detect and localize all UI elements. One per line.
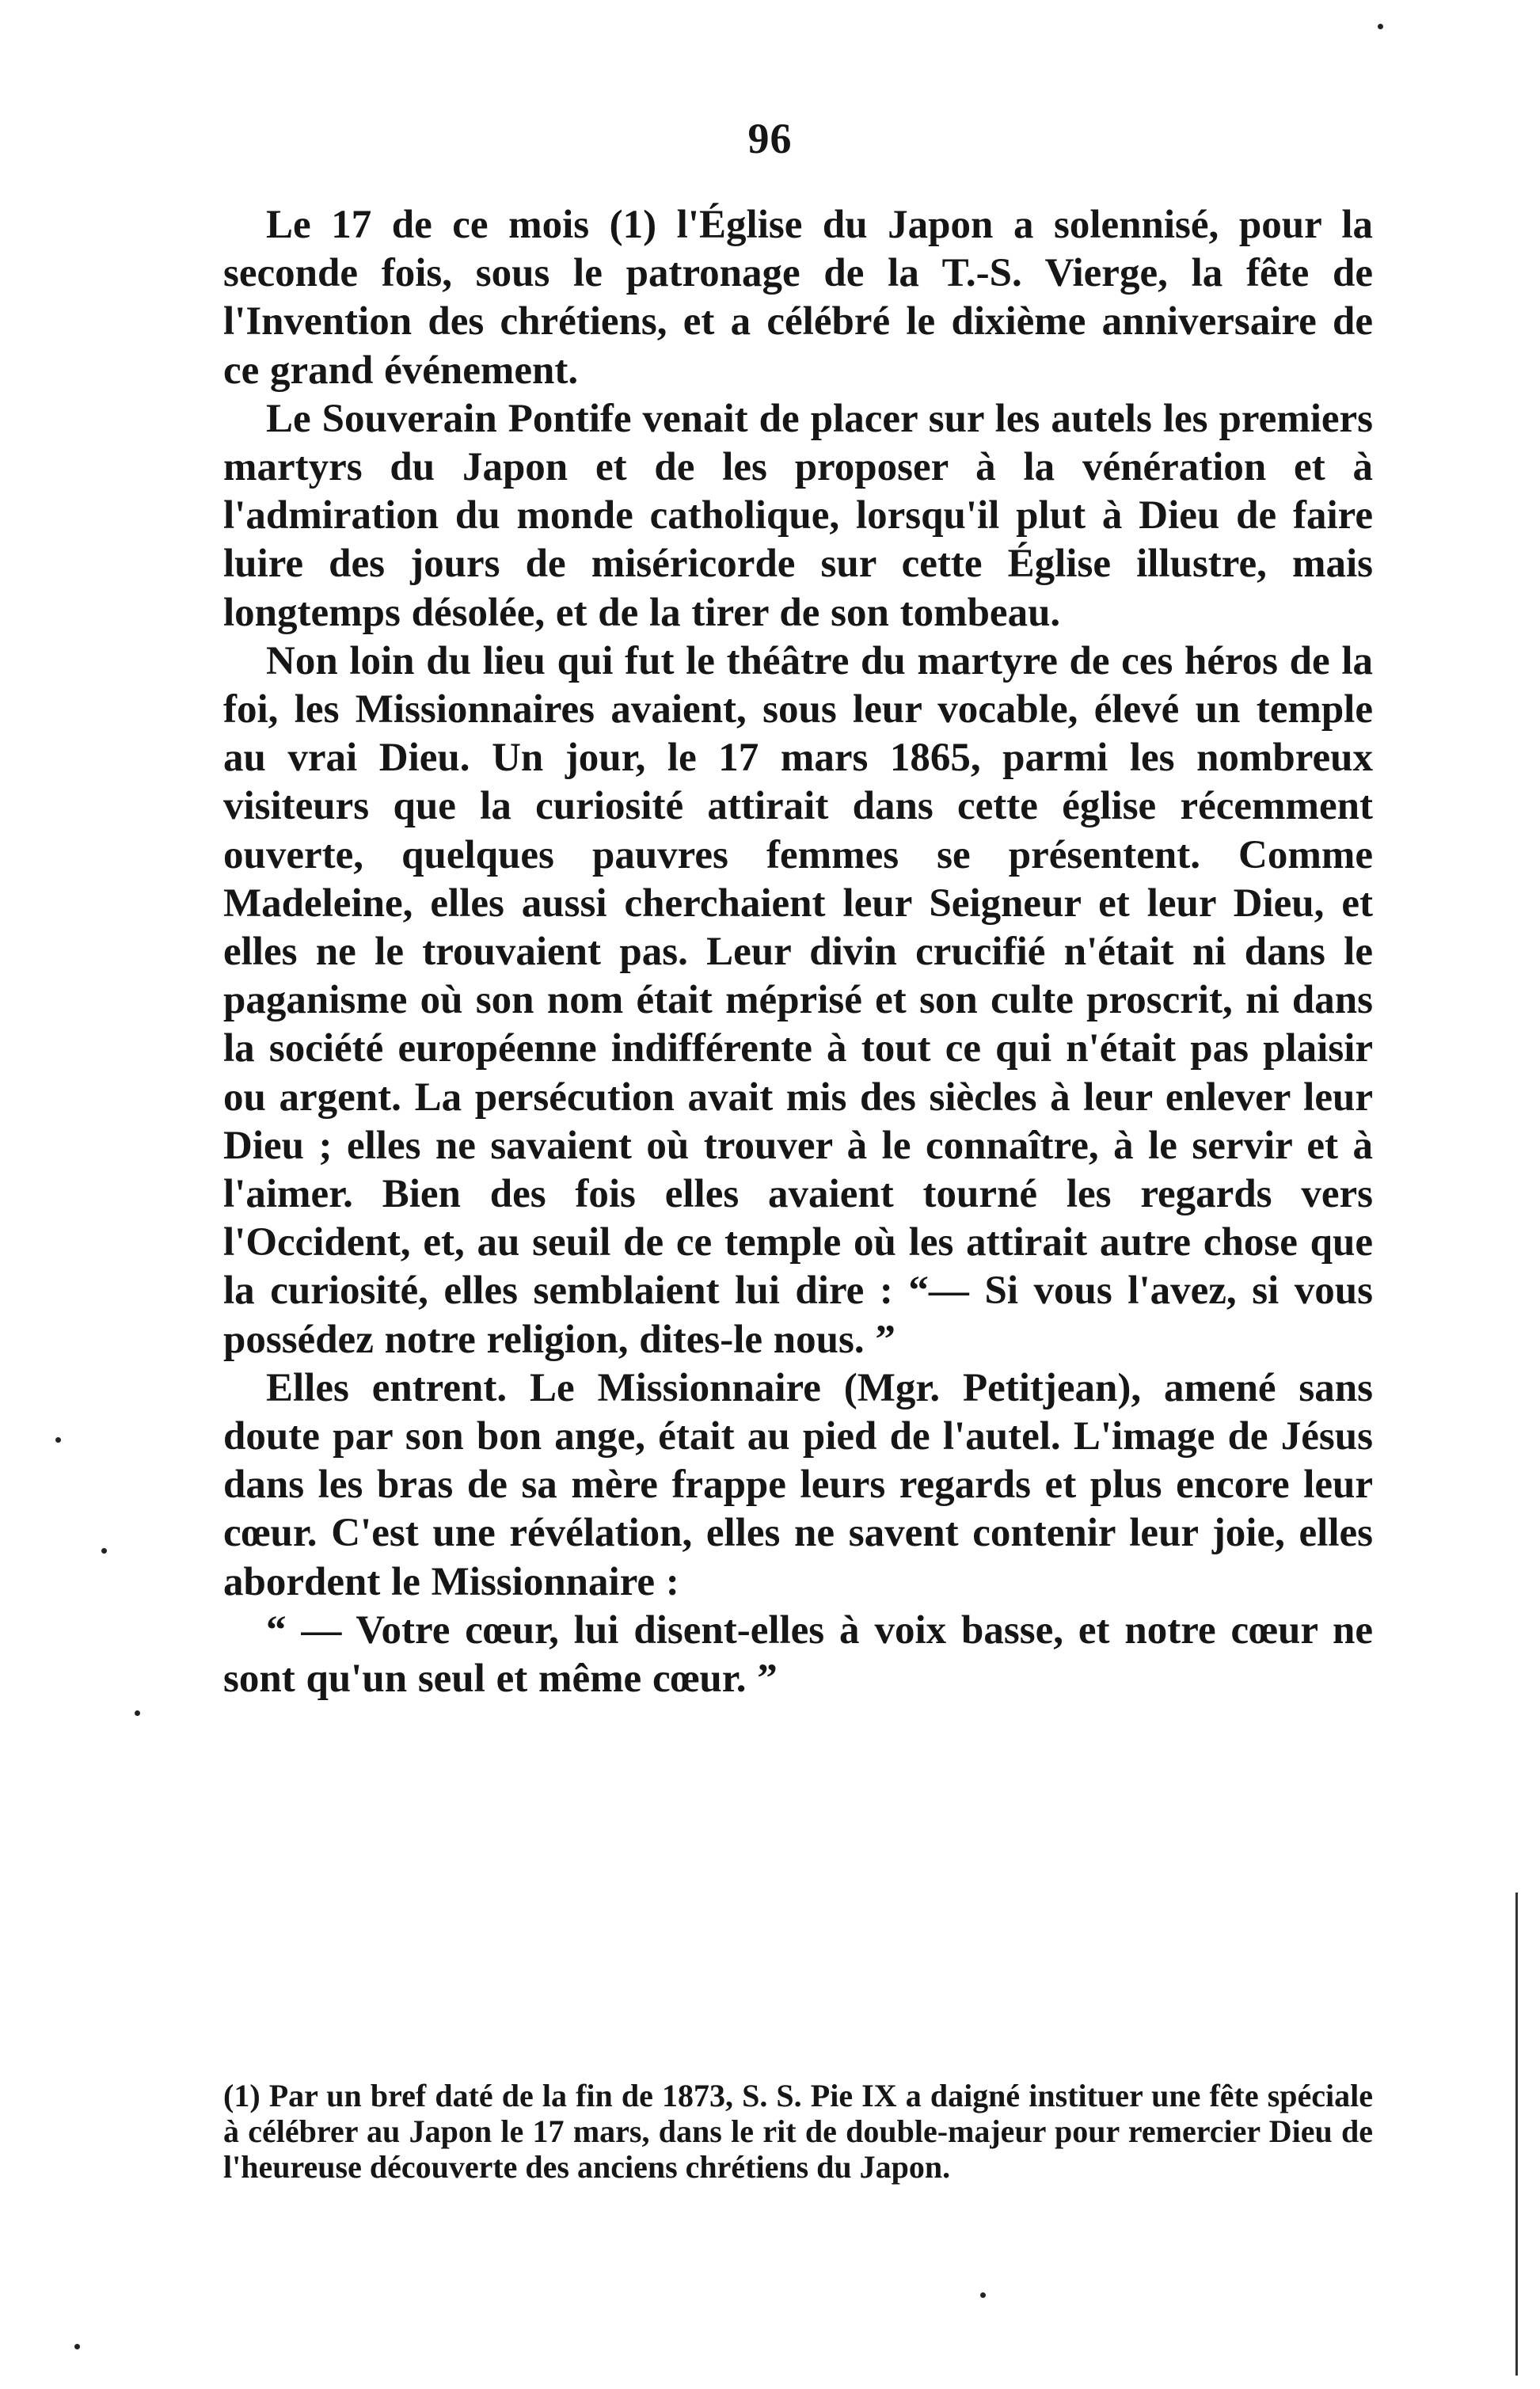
- quotation-paragraph: “ — Votre cœur, lui disent-elles à voix basse, et notre cœur ne sont qu'un seul et même cœur. ”: [223, 1607, 1373, 1702]
- page-number: 96: [747, 115, 793, 162]
- paragraph: Le 17 de ce mois (1) l'Église du Japon a solennisé, pour la seconde fois, sous le patronage de la T.-S. Vierge, la fête de l'Invention des chrétiens, et a célébré le dixième anniversaire de ce grand événement.: [223, 203, 1373, 393]
- body-text: [223, 201, 1373, 1703]
- scan-speck: [980, 2292, 986, 2298]
- paragraph: Le Souverain Pontife venait de placer sur les autels les premiers martyrs du Japon et de les proposer à la vénération et à l'admiration du monde catholique, lorsqu'il plut à Dieu de faire luire des jours de miséricorde sur cette Église illustre, mais longtemps désolée, et de la tirer de son tombeau.: [223, 396, 1373, 635]
- scan-speck: [1378, 24, 1383, 29]
- paragraph: Elles entrent. Le Missionnaire (Mgr. Petitjean), amené sans doute par son bon ange, était au pied de l'autel. L'image de Jésus dans les bras de sa mère frappe leurs regards et plus encore leur cœur. C'est une révélation, elles ne savent contenir leur joie, elles abordent le Missionnaire :: [223, 1365, 1373, 1604]
- scan-speck: [135, 1710, 140, 1716]
- scan-speck: [55, 1437, 61, 1443]
- footnote: (1) Par un bref daté de la fin de 1873, S. S. Pie IX a daigné instituer une fête spéciale à célébrer au Japon le 17 mars, dans le rit de double-majeur pour remercier Dieu de l'heureuse découverte des anciens chrétiens du Japon.: [223, 2078, 1373, 2185]
- scan-edge-line: [1515, 1893, 1518, 2376]
- footnotes: [223, 2078, 1373, 2185]
- paragraph: Non loin du lieu qui fut le théâtre du martyre de ces héros de la foi, les Missionnaires avaient, sous leur vocable, élevé un temple au vrai Dieu. Un jour, le 17 mars 1865, parmi les nombreux visiteurs que la curiosité attirait dans cette église récemment ouverte, quelques pauvres femmes se présentent. Comme Madeleine, elles aussi cherchaient leur Seigneur et leur Dieu, et elles ne le trouvaient pas. Leur divin crucifié n'était ni dans le paganisme où son nom était méprisé et son culte proscrit, ni dans la société européenne indifférente à tout ce qui n'était pas plaisir ou argent. La persécution avait mis des siècles à leur enlever leur Dieu ; elles ne savaient où trouver à le connaître, à le servir et à l'aimer. Bien des fois elles avaient tourné les regards vers l'Occident, et, au seuil de ce temple où les attirait autre chose que la curiosité, elles semblaient lui dire : “— Si vous l'avez, si vous possédez notre religion, dites-le nous. ”: [223, 638, 1373, 1362]
- scan-speck: [101, 1548, 107, 1554]
- scan-speck: [74, 2344, 80, 2349]
